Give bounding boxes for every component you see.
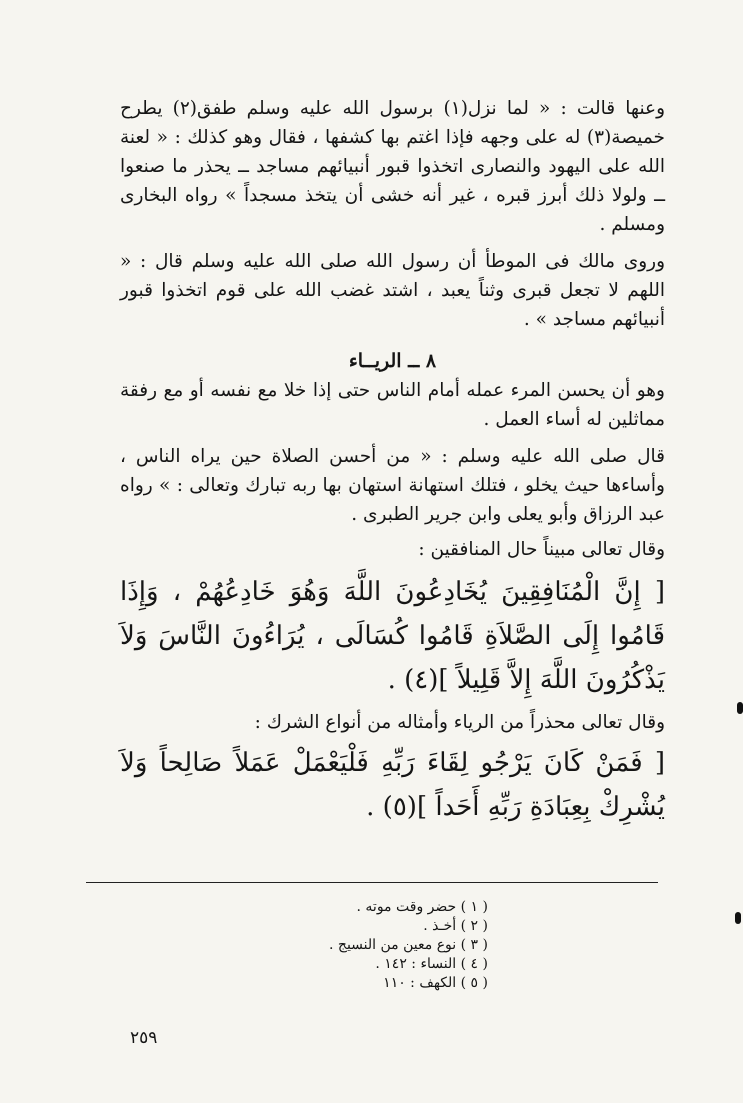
footnotes [329, 898, 488, 993]
footnote-item: ( ٤ ) النساء : ١٤٢ . [375, 956, 488, 972]
paragraph-hadith-salah: قال صلى الله عليه وسلم : « من أحسن الصلاة حين يراه الناس ، وأساءها حيث يخلو ، فتلك استهانة استهان بها ربه تبارك وتعالى : » رواه عبد الرزاق وأبو يعلى وابن جرير الطبرى . [120, 446, 665, 525]
footnote-item: ( ١ ) حضر وقت موته . [356, 899, 488, 915]
quran-verse-2: [ فَمَنْ كَانَ يَرْجُو لِقَاءَ رَبِّهِ فَلْيَعْمَلْ عَمَلاً صَالِحاً وَلاَ يُشْرِكْ بِعِبَادَةِ رَبِّهِ أَحَداً ](٥) . [120, 748, 665, 822]
page-body [120, 88, 665, 829]
verse-intro-1: وقال تعالى مبيناً حال المنافقين : [418, 539, 665, 560]
footnote-item: ( ٥ ) الكهف : ١١٠ [383, 975, 488, 991]
scan-mark [735, 912, 741, 924]
paragraph-hadith-aisha: وعنها قالت : « لما نزل(١) برسول الله عليه وسلم طفق(٢) يطرح خميصة(٣) له على وجهه فإذا اغتم بها كشفها ، فقال وهو كذلك : « لعنة الله على اليهود والنصارى اتخذوا قبور أنبيائهم مساجد ــ يحذر ما صنعوا ــ ولولا ذلك أبرز قبره ، غير أنه خشى أن يتخذ مسجداً » رواه البخارى ومسلم . [120, 98, 666, 235]
page-number: ٢٥٩ [130, 1028, 158, 1048]
section-heading: ٨ ــ الريــاء [348, 350, 437, 372]
footnote-item: ( ٣ ) نوع معين من النسيج . [329, 937, 488, 953]
paragraph-hadith-malik: وروى مالك فى الموطأ أن رسول الله صلى الله عليه وسلم قال : « اللهم لا تجعل قبرى وثناً يعبد ، اشتد غضب الله على قوم اتخذوا قبور أنبيائهم مساجد » . [120, 251, 665, 330]
paragraph-definition: وهو أن يحسن المرء عمله أمام الناس حتى إذا خلا مع نفسه أو مع رفقة مماثلين له أساء العمل . [120, 380, 665, 430]
verse-intro-2: وقال تعالى محذراً من الرياء وأمثاله من أنواع الشرك : [254, 712, 665, 733]
footnote-item: ( ٢ ) أخـذ . [423, 918, 488, 934]
scan-mark [737, 702, 743, 714]
quran-verse-1: [ إِنَّ الْمُنَافِقِينَ يُخَادِعُونَ اللَّهَ وَهُوَ خَادِعُهُمْ ، وَإِذَا قَامُوا إِلَى الصَّلاَةِ قَامُوا كُسَالَى ، يُرَاءُونَ النَّاسَ وَلاَ يَذْكُرُونَ اللَّهَ إِلاَّ قَلِيلاً ](٤) . [120, 577, 665, 695]
footnote-divider [86, 882, 658, 883]
